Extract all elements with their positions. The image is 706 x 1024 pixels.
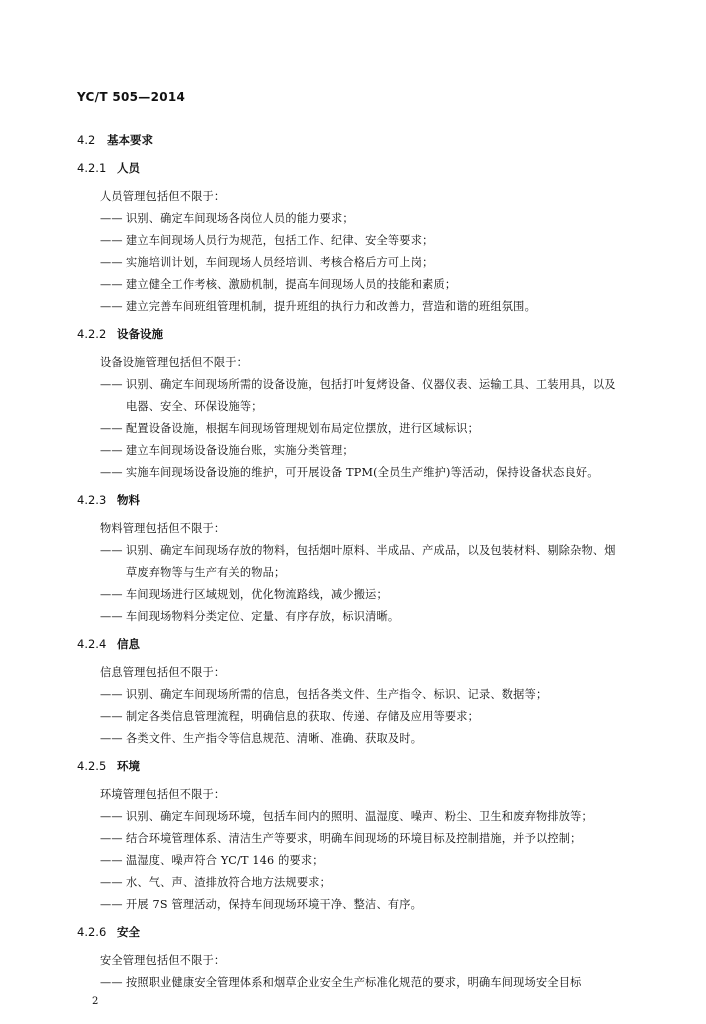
- dash: ——: [100, 898, 123, 911]
- list-item: —— 识别、确定车间现场所需的信息，包括各类文件、生产指令、标识、记录、数据等；: [100, 688, 548, 701]
- list-item: —— 识别、确定车间现场所需的设备设施，包括打叶复烤设备、仪器仪表、运输工具、工装用具，以及: [100, 378, 616, 391]
- dash: ——: [100, 544, 123, 557]
- section-intro: 信息管理包括但不限于：: [100, 666, 226, 679]
- doc-code-header: YC/T 505—2014: [77, 90, 186, 104]
- heading-title: 物料: [117, 493, 140, 507]
- list-item: —— 车间现场进行区域规划，优化物流路线，减少搬运；: [100, 588, 388, 601]
- list-item: —— 识别、确定车间现场环境，包括车间内的照明、温湿度、噪声、粉尘、卫生和废弃物排放等；: [100, 810, 593, 823]
- list-item: —— 识别、确定车间现场存放的物料，包括烟叶原料、半成品、产成品，以及包装材料、剔除杂物、烟: [100, 544, 616, 557]
- heading-number: 4.2: [77, 133, 96, 147]
- heading-number: 4.2.1: [77, 161, 107, 175]
- section-intro: 设备设施管理包括但不限于：: [100, 356, 249, 369]
- dash: ——: [100, 732, 123, 745]
- section-intro: 人员管理包括但不限于：: [100, 190, 226, 203]
- dash: ——: [100, 976, 123, 989]
- heading-number: 4.2.2: [77, 327, 107, 341]
- list-item-continuation: 电器、安全、环保设施等；: [126, 400, 263, 413]
- dash: ——: [100, 588, 123, 601]
- section-intro: 安全管理包括但不限于：: [100, 954, 226, 967]
- heading-4-2-2: [77, 326, 163, 342]
- dash: ——: [100, 854, 123, 867]
- heading-title: 基本要求: [107, 133, 153, 147]
- dash: ——: [100, 378, 123, 391]
- heading-title: 信息: [117, 637, 140, 651]
- list-item: —— 开展 7S 管理活动，保持车间现场环境干净、整洁、有序。: [100, 898, 422, 911]
- dash: ——: [100, 710, 123, 723]
- list-item: —— 实施车间现场设备设施的维护，可开展设备 TPM(全员生产维护)等活动，保持设备状态良好。: [100, 466, 599, 479]
- page-number: 2: [92, 996, 99, 1007]
- list-item: —— 结合环境管理体系、清洁生产等要求，明确车间现场的环境目标及控制措施，并予以控制；: [100, 832, 582, 845]
- dash: ——: [100, 234, 123, 247]
- dash: ——: [100, 256, 123, 269]
- heading-number: 4.2.4: [77, 637, 107, 651]
- list-item-continuation: 草废弃物等与生产有关的物品；: [126, 566, 286, 579]
- list-item: —— 建立健全工作考核、激励机制，提高车间现场人员的技能和素质；: [100, 278, 457, 291]
- list-item: —— 各类文件、生产指令等信息规范、清晰、准确、获取及时。: [100, 732, 423, 745]
- dash: ——: [100, 212, 123, 225]
- list-item: —— 建立车间现场人员行为规范，包括工作、纪律、安全等要求；: [100, 234, 434, 247]
- section-intro: 环境管理包括但不限于：: [100, 788, 226, 801]
- dash: ——: [100, 876, 123, 889]
- heading-4-2: [77, 132, 153, 148]
- list-item: —— 建立车间现场设备设施台账，实施分类管理；: [100, 444, 354, 457]
- dash: ——: [100, 466, 123, 479]
- heading-4-2-3: [77, 492, 140, 508]
- list-item: —— 按照职业健康安全管理体系和烟草企业安全生产标准化规范的要求，明确车间现场安全目标: [100, 976, 582, 989]
- dash: ——: [100, 422, 123, 435]
- heading-number: 4.2.6: [77, 925, 107, 939]
- list-item: —— 车间现场物料分类定位、定量、有序存放，标识清晰。: [100, 610, 400, 623]
- heading-4-2-1: [77, 160, 140, 176]
- heading-title: 人员: [117, 161, 140, 175]
- heading-number: 4.2.5: [77, 759, 107, 773]
- list-item: —— 实施培训计划，车间现场人员经培训、考核合格后方可上岗；: [100, 256, 434, 269]
- heading-4-2-6: [77, 924, 140, 940]
- heading-number: 4.2.3: [77, 493, 107, 507]
- dash: ——: [100, 300, 123, 313]
- list-item: —— 制定各类信息管理流程，明确信息的获取、传递、存储及应用等要求；: [100, 710, 480, 723]
- heading-title: 环境: [117, 759, 140, 773]
- dash: ——: [100, 832, 123, 845]
- dash: ——: [100, 810, 123, 823]
- heading-title: 设备设施: [117, 327, 163, 341]
- heading-title: 安全: [117, 925, 140, 939]
- list-item: —— 识别、确定车间现场各岗位人员的能力要求；: [100, 212, 354, 225]
- list-item: —— 温湿度、噪声符合 YC/T 146 的要求；: [100, 854, 324, 867]
- list-item: —— 水、气、声、渣排放符合地方法规要求；: [100, 876, 331, 889]
- heading-4-2-5: [77, 758, 140, 774]
- list-item: —— 建立完善车间班组管理机制，提升班组的执行力和改善力，营造和谐的班组氛围。: [100, 300, 536, 313]
- list-item: —— 配置设备设施，根据车间现场管理规划布局定位摆放，进行区域标识；: [100, 422, 480, 435]
- section-intro: 物料管理包括但不限于：: [100, 522, 226, 535]
- dash: ——: [100, 278, 123, 291]
- heading-4-2-4: [77, 636, 140, 652]
- dash: ——: [100, 610, 123, 623]
- dash: ——: [100, 444, 123, 457]
- dash: ——: [100, 688, 123, 701]
